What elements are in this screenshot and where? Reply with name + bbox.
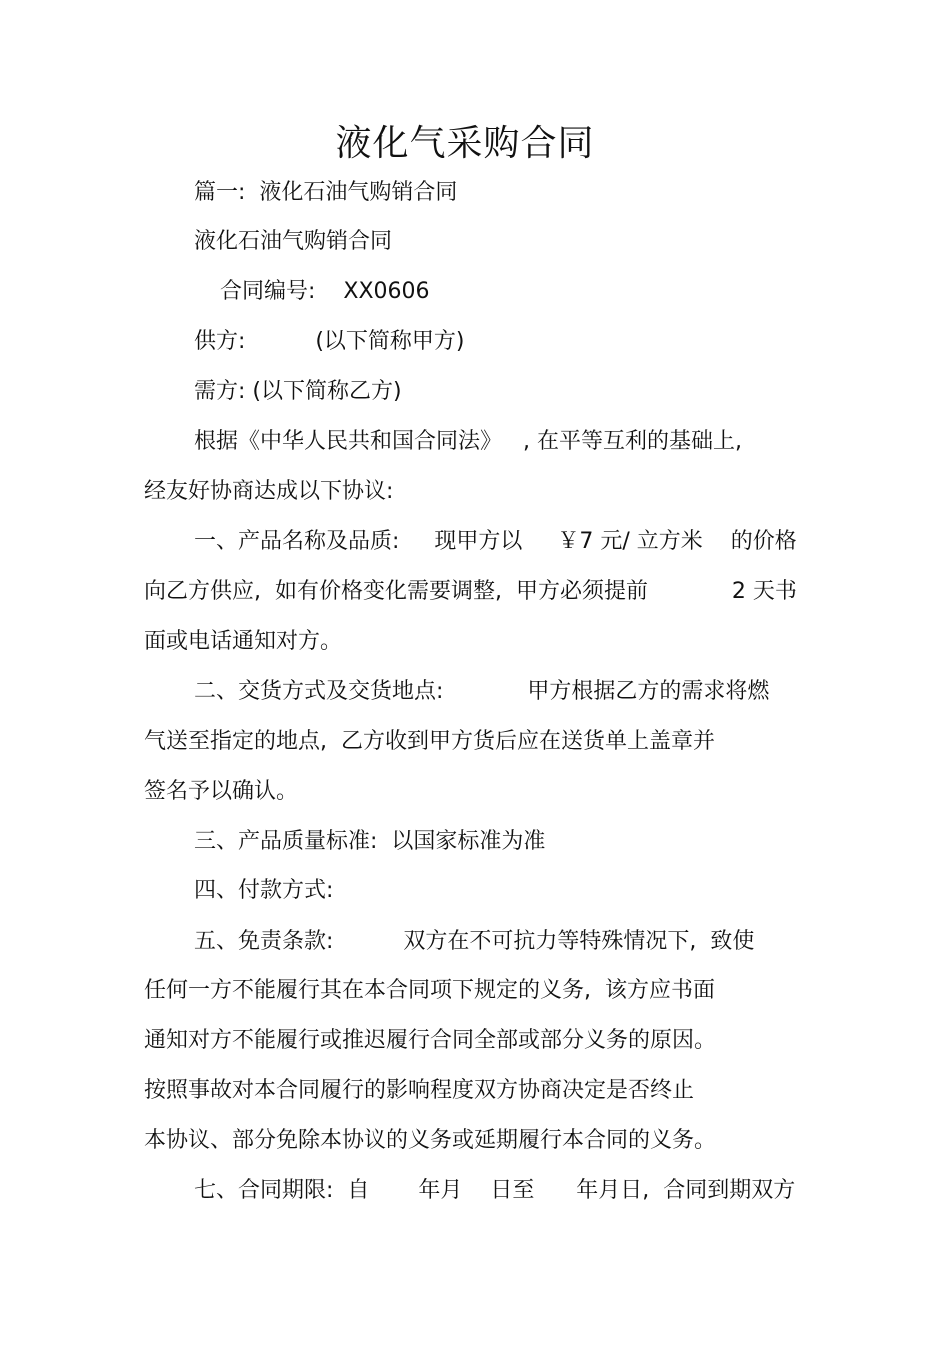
- contract-number: 合同编号: XX0606: [220, 279, 430, 304]
- clause-line: 面或电话通知对方。: [144, 629, 343, 654]
- supplier-line: 供方: (以下简称甲方): [194, 329, 465, 354]
- clause-line: 气送至指定的地点, 乙方收到甲方货后应在送货单上盖章并: [144, 729, 715, 754]
- clause-line: 签名予以确认。: [144, 779, 299, 804]
- clause-line: 三、产品质量标准: 以国家标准为准: [194, 829, 546, 854]
- section-heading: 篇一: 液化石油气购销合同: [194, 180, 458, 205]
- preamble-line: 根据《中华人民共和国合同法》 , 在平等互利的基础上,: [194, 429, 742, 454]
- clause-line: 通知对方不能履行或推迟履行合同全部或部分义务的原因。: [144, 1028, 717, 1053]
- clause-line: 四、付款方式:: [194, 878, 334, 903]
- clause-line: 二、交货方式及交货地点: 甲方根据乙方的需求将燃: [194, 679, 770, 704]
- clause-line: 向乙方供应, 如有价格变化需要调整, 甲方必须提前 2 天书: [144, 579, 797, 604]
- buyer-line: 需方: (以下简称乙方): [194, 379, 402, 404]
- clause-line: 按照事故对本合同履行的影响程度双方协商决定是否终止: [144, 1078, 695, 1103]
- clause-line: 一、产品名称及品质: 现甲方以 ￥7 元/ 立方米 的价格: [194, 529, 797, 554]
- clause-line: 七、合同期限: 自 年月 日至 年月日, 合同到期双方: [194, 1178, 796, 1203]
- preamble-line: 经友好协商达成以下协议:: [144, 479, 394, 504]
- clause-line: 本协议、部分免除本协议的义务或延期履行本合同的义务。: [144, 1128, 717, 1153]
- clause-line: 五、免责条款: 双方在不可抗力等特殊情况下, 致使: [194, 929, 755, 954]
- document-title: 液化气采购合同: [335, 123, 595, 164]
- contract-name: 液化石油气购销合同: [194, 229, 393, 254]
- clause-line: 任何一方不能履行其在本合同项下规定的义务, 该方应书面: [144, 978, 715, 1003]
